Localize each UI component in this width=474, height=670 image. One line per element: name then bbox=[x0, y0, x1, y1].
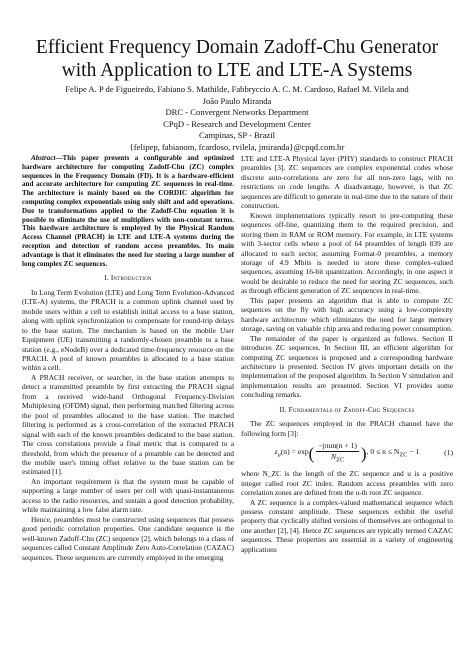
eq-number: (1) bbox=[444, 448, 453, 458]
affiliation-location: Campinas, SP - Brazil bbox=[198, 130, 276, 141]
intro-paragraph-2: A PRACH receiver, or searcher, in the base station attempts to detect a transmitted preamble by first extracting the PRACH signal from a received wide-band Orthogonal Frequency-Division Multiplexing (OFDM) signal, then performing matched filtering across the pool of preambles allocated to the base station. The matched filtering is performed as a cross-correlation of the extracted PRACH signal with each of the known preambles dedicated to the base station. The cross correlations provide a final metric that is compared to a threshold, from which the presence of a preamble can be detected and the mobile user's timing offset relative to the base station can be estimated [1]. bbox=[22, 372, 234, 477]
abstract bbox=[22, 154, 234, 268]
eq-range: , $0 \le n \le N_{ZC} - 1$ bbox=[366, 446, 420, 459]
eq-open-paren: ( bbox=[308, 443, 315, 463]
section-heading-zadoff-chu: II. Fundamentals of Zadoff-Chu Sequences bbox=[279, 405, 415, 414]
affiliation-department: DRC - Convergent Networks Department bbox=[165, 107, 309, 118]
intro-paragraph-6: Known implementations typically resort to pre-computing these sequences off-line, quantizing them to the required precision, and storing them in RAM or ROM memory. For example, in LTE systems with 3-sector cells where a pool of 64 preambles of length 839 are allocated to each sector, assuming Format-0 preambles, a memory storage of 4.9 Mbits is needed to store these complex-valued sequences, assuming 16-bit quantization. Accordingly, in one aspect it would be desirable to reduce the need for storing ZC sequences, such as through efficient generation of ZC sequences in real-time. bbox=[241, 210, 453, 296]
abstract-text: —This paper presents a configurable and optimized hardware architecture for computing Zadoff-Chu (ZC) complex sequences in the Frequency Domain (FD). It is a hardware-efficient and accurate architecture for computing ZC sequences in real-time. The architecture is mainly based on the CORDIC algorithm for computing complex exponentials using only shift and add operations. Due to transformations applied to the Zadoff-Chu equation it is possible to eliminate the use of multipliers with non-constant terms. This hardware architecture is employed by the Physical Random Access Channel (PRACH) in LTE and LTE-A systems during the reception and detection of random access preambles. Its main advantage is that it eliminates the need for storing a large number of long complex ZC sequences. bbox=[22, 154, 234, 268]
author-emails: {felipep, fabianom, fcardoso, rvilela, jmiranda}@cpqd.com.br bbox=[129, 141, 345, 152]
intro-paragraph-8: The remainder of the paper is organized as follows. Section II introduces ZC sequences. In Section III, an efficient algorithm for computing ZC sequences is proposed and a corresponding hardware architecture is presented. Section IV gives important details on the implementation of the proposed algorithm. In Section V simulation and implementation results are presented. Section VI provides some concluding remarks. bbox=[241, 333, 453, 400]
abstract-label: Abstract bbox=[31, 154, 56, 162]
zc-equation bbox=[241, 442, 453, 464]
zc-paragraph: A ZC sequence is a complex-valued mathematical sequence which possess constant amplitude. These sequences exhibit the useful property that cyclically shifted versions of themselves are orthogonal to one another [2], [4]. Hence ZC sequences are typically termed CAZAC sequences. These properties are essential in a variety of engineering applications bbox=[241, 497, 454, 554]
eq-fraction bbox=[316, 441, 359, 464]
author-block bbox=[60, 84, 414, 154]
eq-arg: (n) = exp bbox=[280, 446, 309, 456]
intro-paragraph-4: Hence, preambles must be constructed using sequences that possess good periodic correlation properties. One candidate sequence is the well-known Zadoff-Chu (ZC) sequence [2], which belongs to a class of sequences called Constant Amplitude Zero Auto-Correlation (CAZAC) sequences. These sequences are currently employed in the emerging bbox=[22, 514, 234, 562]
eq-lhs: z bbox=[274, 446, 278, 456]
eq-close-paren: ) bbox=[360, 443, 367, 463]
zc-where-text: where N_ZC is the length of the ZC sequence and u is a positive integer called root ZC index. Random access preambles with zero correlation zones are defined from the u-th root ZC sequence. bbox=[241, 469, 453, 498]
affiliation-center: CPqD - Research and Development Center bbox=[163, 118, 311, 129]
eq-lhs-sub: u bbox=[277, 451, 281, 459]
intro-paragraph-5: LTE and LTE-A Physical layer (PHY) standards to construct PRACH preambles [3]. ZC sequences are complex exponential codes whose discrete auto-correlations are zero for all non-zero lags, with no restrictions on code lengths. A disadvantage, however, is that ZC sequences are difficult to generate in real-time due to the nature of their construction. bbox=[241, 154, 453, 211]
left-column bbox=[22, 154, 234, 562]
section-heading-introduction: I. Introduction bbox=[104, 274, 152, 283]
intro-paragraph-3: An important requirement is that the system must be capable of supporting a large number of users per cell with quasi-instantaneous access to the radio resources, and sustain a good detection probability, while maintaining a low false alarm rate. bbox=[22, 476, 234, 515]
eq-denominator: $N_{ZC}$ bbox=[331, 451, 345, 464]
author-list: Felipe A. P de Figueiredo, Fabiano S. Mathilde, Fabbryccio A. C. M. Cardoso, Rafael M. Vilela and João Paulo Miranda bbox=[65, 84, 409, 106]
intro-paragraph-7: This paper presents an algorithm that is able to compute ZC sequences on the fly with high accuracy using a low-complexity hardware architecture which eliminates the need for large memory storage, saving on valuable chip area and reducing power consumption. bbox=[241, 295, 453, 334]
paper-title: Efficient Frequency Domain Zadoff-Chu Generator with Application to LTE and LTE-A Systems bbox=[35, 37, 439, 81]
right-column bbox=[241, 154, 453, 554]
zc-intro-text: The ZC sequences employed in the PRACH channel have the following form [3]: bbox=[241, 419, 453, 438]
eq-numerator: −jπun(n + 1) bbox=[318, 441, 357, 451]
intro-paragraph-1: In Long Term Evolution (LTE) and Long Term Evolution-Advanced (LTE-A) systems, the PRACH is a common uplink channel used by mobile users within a cell to establish initial access to a base station, along with uplink synchronization to compensate for round-trip delays to the base station. The mechanism is based on the mobile User Equipment (UE) transmitting a randomly-chosen preamble to a base station (e.g., eNodeB) over a dedicated time-frequency resource on the PRACH. A pool of known preambles is allocated to a base station within a cell. bbox=[22, 287, 234, 373]
